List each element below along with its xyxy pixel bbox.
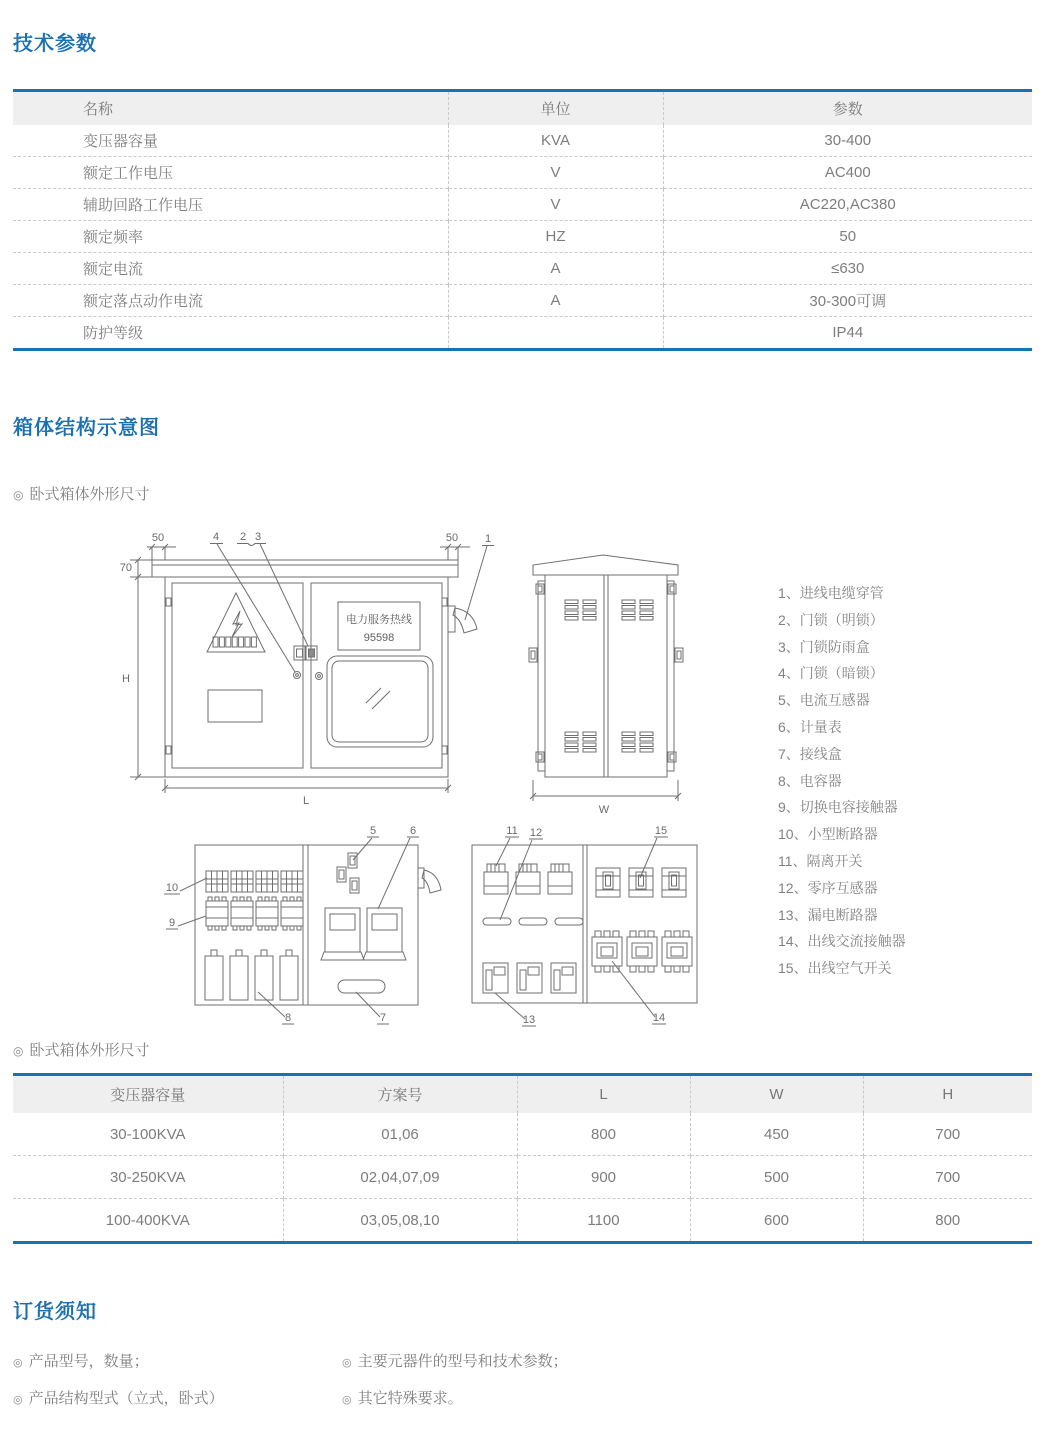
callout-12: 12	[529, 827, 543, 839]
bullet-icon: ◎	[342, 1394, 352, 1406]
cell: V	[448, 189, 663, 221]
section-title-structure: 箱体结构示意图	[13, 417, 160, 439]
cell: 30-250KVA	[13, 1156, 283, 1199]
cell: 50	[663, 221, 1032, 253]
callout-8: 8	[284, 1012, 292, 1024]
column-header: 变压器容量	[13, 1075, 283, 1114]
cell: 变压器容量	[83, 133, 159, 150]
cell	[448, 317, 663, 350]
callout-6: 6	[409, 825, 417, 837]
callout-11: 11	[506, 825, 518, 837]
cell: KVA	[448, 125, 663, 157]
cell: 防护等级	[13, 317, 448, 350]
callout-2: 2	[239, 531, 247, 543]
dimensions-subtitle	[13, 1039, 150, 1060]
subtitle-text: 卧式箱体外形尺寸	[29, 1042, 150, 1059]
cable-duct	[448, 606, 477, 633]
ordering-item	[13, 1350, 149, 1371]
internal-left-callouts	[164, 825, 419, 1024]
zero-sequence-cts	[483, 918, 583, 925]
callout-5: 5	[369, 825, 377, 837]
column-header: 单位	[448, 91, 663, 126]
capacitor-contactors	[206, 897, 303, 930]
legend-item: 2、门锁（明锁）	[778, 611, 884, 628]
dim-label-70: 70	[119, 562, 132, 574]
ordering-item	[342, 1350, 568, 1371]
internal-right-callouts	[495, 825, 668, 1026]
cell: 100-400KVA	[13, 1199, 283, 1243]
column-header: 方案号	[283, 1075, 517, 1114]
bullet-icon: ◎	[342, 1357, 352, 1369]
column-header: W	[690, 1075, 863, 1114]
callout-7: 7	[379, 1012, 387, 1024]
table-row	[13, 189, 1032, 221]
legend-item: 5、电流互感器	[778, 692, 870, 709]
cell: 800	[517, 1113, 690, 1156]
column-header: H	[863, 1075, 1032, 1114]
cell: 30-300可调	[663, 285, 1032, 317]
legend-item: 14、出线交流接触器	[778, 933, 906, 950]
hotline-sign	[338, 602, 420, 650]
legend-item: 6、计量表	[778, 718, 842, 735]
table-header-row	[13, 91, 1032, 126]
current-transformers	[337, 853, 359, 893]
subtitle-text: 卧式箱体外形尺寸	[29, 486, 150, 503]
meter-window	[327, 656, 433, 747]
dim-label-50-left: 50	[151, 532, 165, 544]
legend-item: 15、出线空气开关	[778, 960, 892, 977]
mini-breakers	[206, 871, 303, 892]
legend-item: 4、门锁（暗锁）	[778, 665, 884, 682]
ordering-item-text: 产品型号，数量；	[28, 1353, 149, 1370]
callout-4: 4	[212, 531, 220, 543]
table-row	[13, 317, 1032, 350]
cell: AC400	[663, 157, 1032, 189]
internal-view-right-drawing	[472, 825, 697, 1026]
structure-subtitle	[13, 483, 150, 504]
dim-label-H: H	[122, 673, 130, 685]
table-row	[13, 285, 1032, 317]
diagram-legend	[778, 580, 906, 982]
bullet-icon: ◎	[13, 1394, 23, 1406]
cell: 450	[690, 1113, 863, 1156]
hotline-sign-text: 电力服务热线	[346, 614, 412, 626]
front-view-drawing	[120, 531, 494, 807]
legend-item: 12、零序互感器	[778, 879, 878, 896]
bullet-icon: ◎	[13, 1357, 23, 1369]
cell: 30-100KVA	[109, 1125, 186, 1143]
isolator-switches	[484, 864, 572, 894]
cell: 1100	[517, 1199, 690, 1243]
column-header: L	[517, 1075, 690, 1114]
callout-9: 9	[168, 917, 176, 929]
cell: AC220,AC380	[663, 189, 1032, 221]
ordering-item	[342, 1387, 463, 1408]
dim-label-50-right: 50	[445, 532, 459, 544]
callout-3: 3	[254, 531, 262, 543]
ordering-item	[13, 1387, 224, 1408]
cell: 700	[863, 1113, 1032, 1156]
cell: 500	[690, 1156, 863, 1199]
cell: ≤630	[663, 253, 1032, 285]
section-title-ordering: 订货须知	[13, 1301, 97, 1323]
table-row	[13, 253, 1032, 285]
cell: 700	[863, 1156, 1032, 1199]
dim-label-W: W	[598, 804, 610, 816]
cell: 01,06	[283, 1113, 517, 1156]
table-row	[13, 1113, 1032, 1156]
capacitors	[205, 950, 298, 1000]
cell: 900	[517, 1156, 690, 1199]
legend-item: 3、门锁防雨盒	[778, 638, 870, 655]
dimensions-table	[13, 1073, 1032, 1244]
cell: 600	[690, 1199, 863, 1243]
terminal-box	[338, 980, 385, 993]
section-title-tech-params: 技术参数	[13, 33, 97, 55]
legend-item: 11、隔离开关	[778, 852, 863, 869]
legend-item: 7、接线盒	[778, 745, 842, 762]
legend-item: 1、进线电缆穿管	[778, 585, 884, 601]
table-header-row	[13, 1075, 1032, 1114]
callout-15: 15	[654, 825, 668, 837]
cell: A	[448, 253, 663, 285]
table-row	[13, 1156, 1032, 1199]
cell: 03,05,08,10	[283, 1199, 517, 1243]
cell: 02,04,07,09	[283, 1156, 517, 1199]
cell: HZ	[448, 221, 663, 253]
side-view-drawing	[529, 555, 683, 816]
callout-14: 14	[652, 1012, 666, 1024]
callout-10: 10	[165, 882, 179, 894]
air-switches	[596, 868, 686, 897]
table-row	[13, 1199, 1032, 1243]
cell: 额定落点动作电流	[13, 285, 448, 317]
door-lock	[294, 646, 323, 680]
table-row	[13, 125, 1032, 157]
column-header: 参数	[663, 91, 1032, 126]
cell: A	[448, 285, 663, 317]
column-header: 名称	[13, 91, 448, 126]
ac-contactors	[592, 931, 692, 972]
callout-1: 1	[484, 533, 492, 545]
ordering-item-text: 产品结构型式（立式，卧式）	[28, 1390, 224, 1407]
cell: V	[448, 157, 663, 189]
bullet-icon: ◎	[13, 1044, 24, 1058]
meters	[321, 908, 406, 960]
leakage-breakers	[483, 963, 576, 993]
cell: IP44	[663, 317, 1032, 350]
legend-item: 10、小型断路器	[778, 826, 878, 843]
hotline-number-text: 95598	[363, 632, 395, 644]
cell: 800	[863, 1199, 1032, 1243]
tech-params-table	[13, 89, 1032, 351]
cell: 额定电流	[13, 253, 448, 285]
legend-item: 13、漏电断路器	[778, 906, 878, 923]
callout-13: 13	[522, 1014, 536, 1026]
cell: 额定工作电压	[13, 157, 448, 189]
cell: 辅助回路工作电压	[13, 189, 448, 221]
bullet-icon: ◎	[13, 488, 24, 502]
name-plate	[208, 690, 262, 722]
ordering-item-text: 其它特殊要求。	[357, 1390, 463, 1407]
legend-item: 8、电容器	[778, 772, 842, 789]
warning-triangle-icon	[207, 593, 265, 652]
legend-item: 9、切换电容接触器	[778, 799, 898, 816]
cable-duct-internal	[418, 868, 441, 893]
internal-view-left-drawing	[164, 825, 441, 1024]
cell: 额定频率	[13, 221, 448, 253]
table-row	[13, 221, 1032, 253]
cell: 30-400	[663, 125, 1032, 157]
ordering-item-text: 主要元器件的型号和技术参数；	[357, 1353, 568, 1370]
table-row	[13, 157, 1032, 189]
dim-label-L: L	[302, 795, 310, 807]
